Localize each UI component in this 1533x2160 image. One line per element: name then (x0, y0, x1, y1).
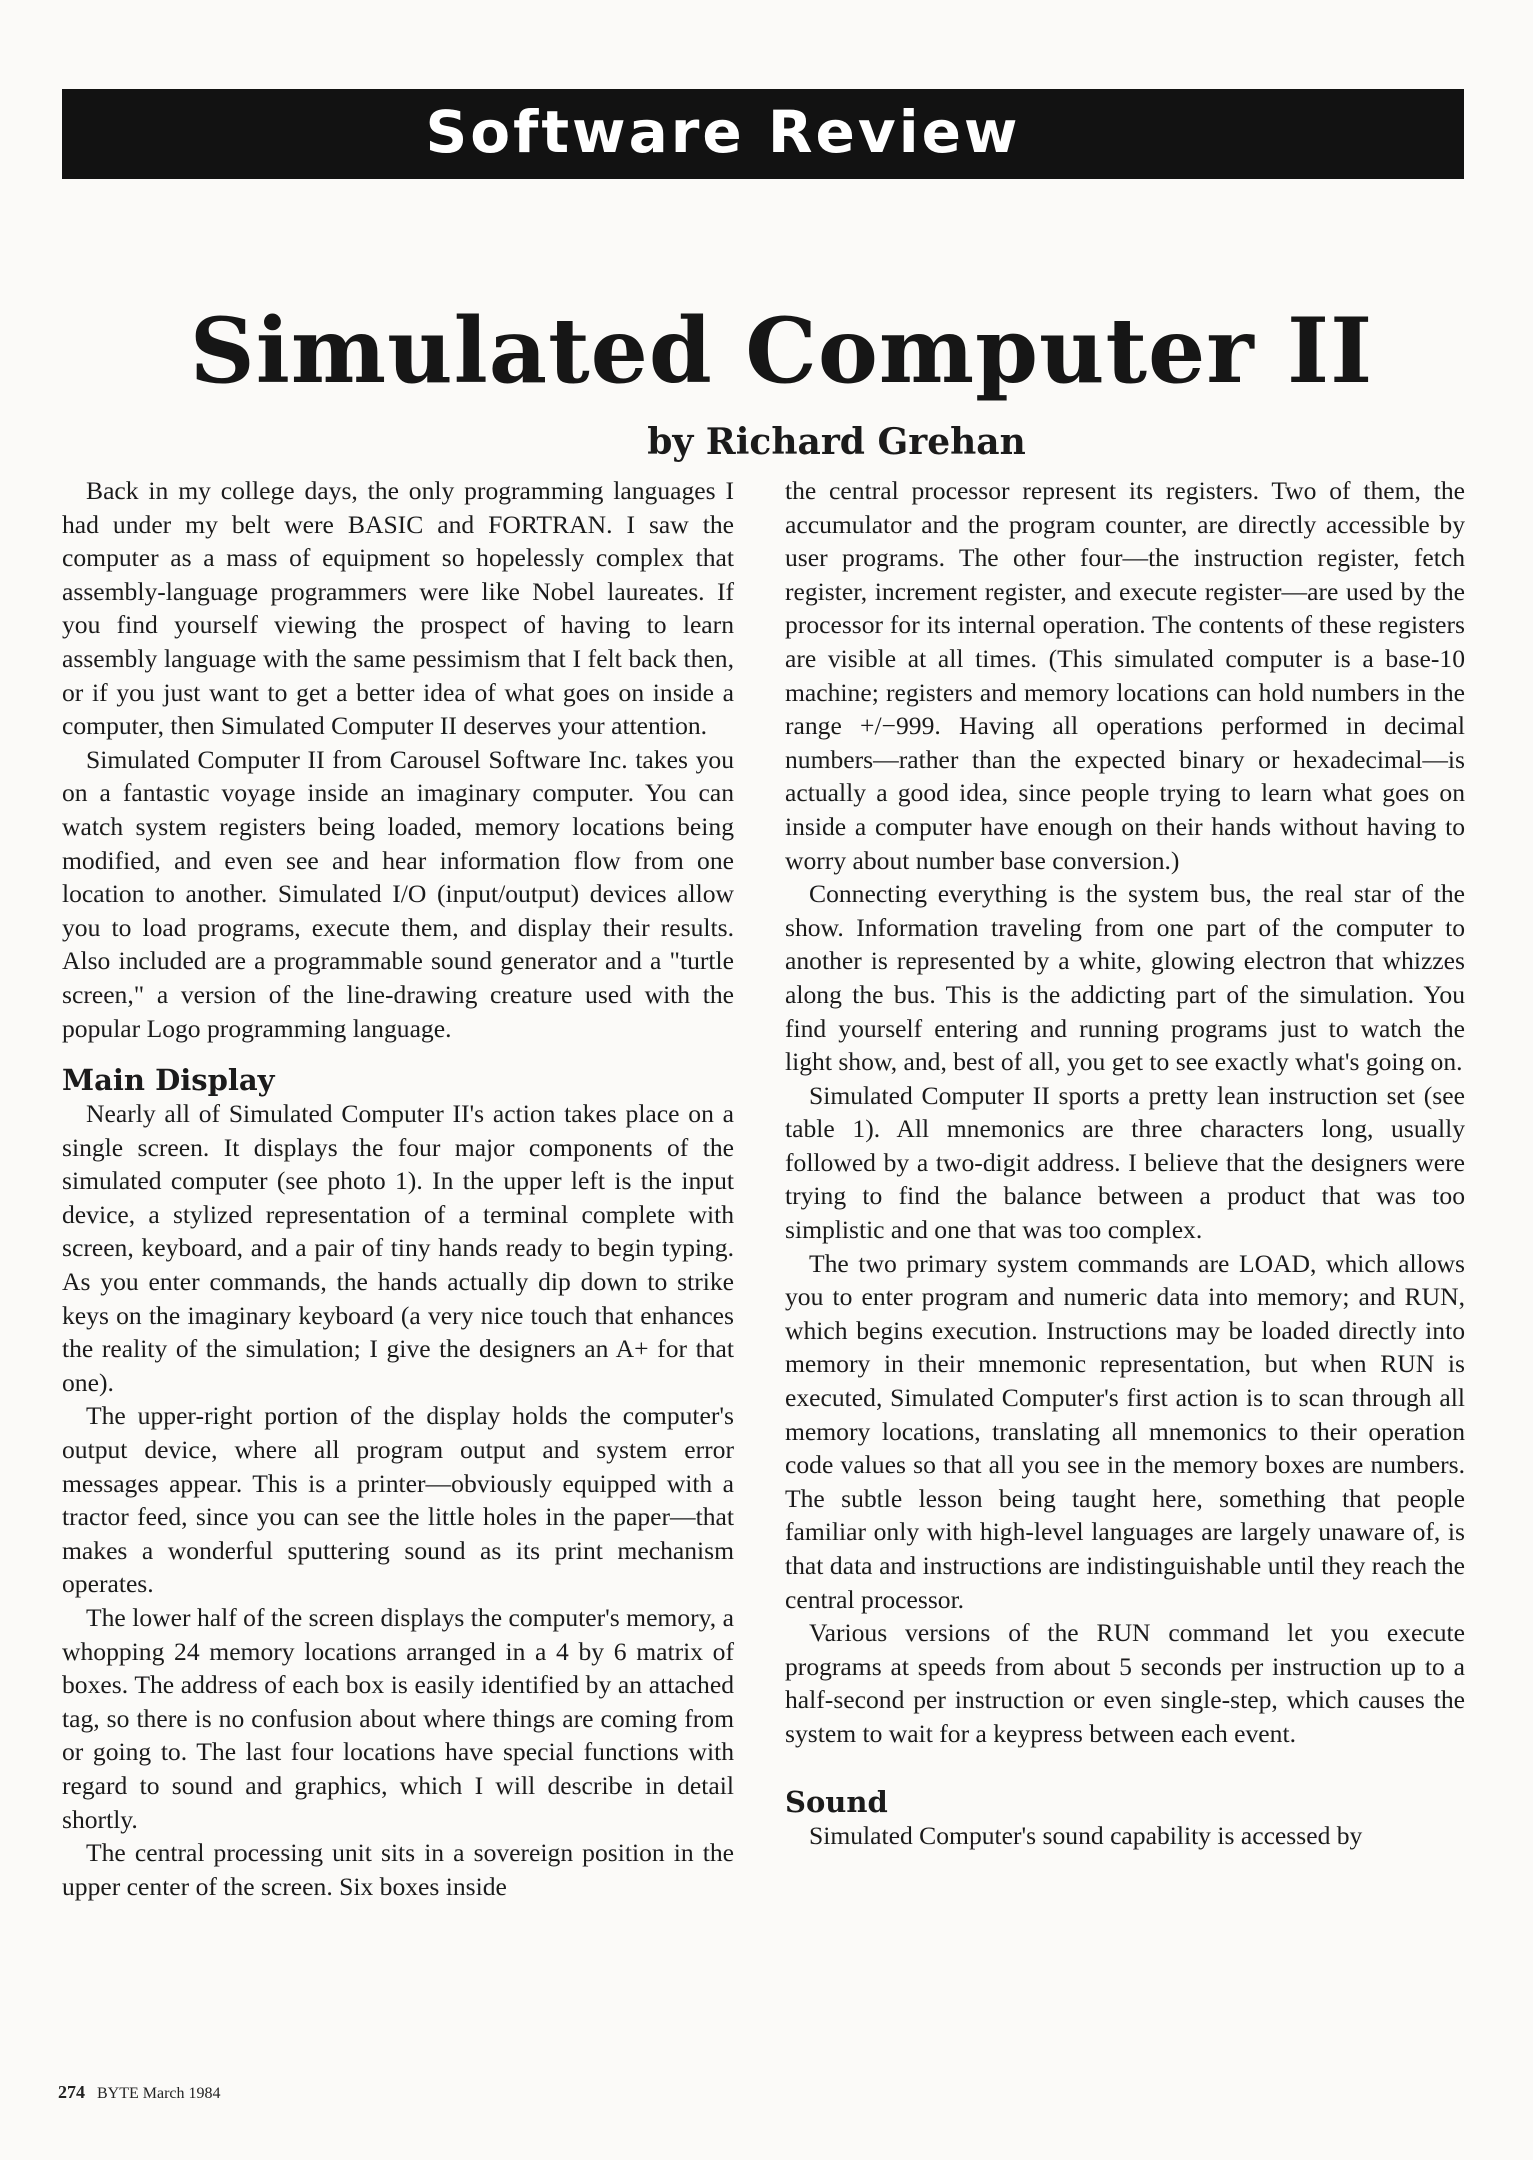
paragraph: Simulated Computer II sports a pretty lean instruction set (see table 1). All mnemonics are three characters long, usually followed by a two-digit address. I believe that the designers were trying to find the balance between a product that was too simplistic and one that was too complex. (785, 1080, 1465, 1245)
section-heading: Main Display (62, 1063, 275, 1098)
paragraph: Nearly all of Simulated Computer II's action takes place on a single screen. It displays the four major components of the simulated computer (see photo 1). In the upper left is the input device, a stylized representation of a terminal complete with screen, keyboard, and a pair of tiny hands ready to begin typing. As you enter commands, the hands actually dip down to strike keys on the imaginary keyboard (a very nice touch that enhances the reality of the simulation; I give the designers an A+ for that one). (62, 1099, 734, 1397)
section-banner-label: Software Review (425, 98, 1021, 166)
left-column (62, 474, 734, 1903)
section-banner (62, 89, 1464, 179)
right-column (785, 474, 1465, 1852)
section-heading: Sound (785, 1784, 888, 1819)
paragraph: The upper-right portion of the display holds the computer's output device, where all program output and system error messages appear. This is a printer—obviously equipped with a tractor feed, since you can see the little holes in the paper—that makes a wonderful sputtering sound as its print mechanism operates. (62, 1401, 734, 1599)
page-footer (58, 2082, 221, 2103)
paragraph: Simulated Computer's sound capability is accessed by (809, 1820, 1363, 1850)
article-title: Simulated Computer II (189, 298, 1374, 404)
paragraph: Various versions of the RUN command let you execute programs at speeds from about 5 seconds per instruction up to a half-second per instruction or even single-step, which causes the system to wait for a keypress between each event. (785, 1618, 1465, 1748)
paragraph: the central processor represent its registers. Two of them, the accumulator and the program counter, are directly accessible by user programs. The other four—the instruction register, fetch register, increment register, and execute register—are used by the processor for its internal operation. The contents of these registers are visible at all times. (This simulated computer is a base-10 machine; registers and memory locations can hold numbers in the range +/−999. Having all operations performed in decimal numbers—rather than the expected binary or hexadecimal—is actually a good idea, since people trying to learn what goes on inside a computer have enough on their hands without having to worry about number base conversion.) (785, 476, 1465, 875)
paragraph: Back in my college days, the only programming languages I had under my belt were BASIC and FORTRAN. I saw the computer as a mass of equipment so hopelessly complex that assembly-language programmers were like Nobel laureates. If you find yourself viewing the prospect of having to learn assembly language with the same pessimism that I felt back then, or if you just want to get a better idea of what goes on inside a computer, then Simulated Computer II deserves your attention. (62, 476, 734, 741)
paragraph: The central processing unit sits in a sovereign position in the upper center of the screen. Six boxes inside (62, 1838, 734, 1901)
publication-info: BYTE March 1984 (97, 2085, 221, 2102)
page-number: 274 (58, 2082, 85, 2102)
paragraph: Simulated Computer II from Carousel Software Inc. takes you on a fantastic voyage inside an imaginary computer. You can watch system registers being loaded, memory locations being modified, and even see and hear information flow from one location to another. Simulated I/O (input/output) devices allow you to load programs, execute them, and display their results. Also included are a programmable sound generator and a "turtle screen," a version of the line-drawing creature used with the popular Logo programming language. (62, 744, 734, 1043)
article-byline: by Richard Grehan (647, 421, 1026, 463)
paragraph: The lower half of the screen displays the computer's memory, a whopping 24 memory locations arranged in a 4 by 6 matrix of boxes. The address of each box is easily identified by an attached tag, so there is no confusion about where things are coming from or going to. The last four locations have special functions with regard to sound and graphics, which I will describe in detail shortly. (62, 1603, 734, 1834)
paragraph: Connecting everything is the system bus, the real star of the show. Information traveling from one part of the computer to another is represented by a white, glowing electron that whizzes along the bus. This is the addicting part of the simulation. You find yourself entering and running programs just to watch the light show, and, best of all, you get to see exactly what's going on. (785, 879, 1465, 1077)
paragraph: The two primary system commands are LOAD, which allows you to enter program and numeric data into memory; and RUN, which begins execution. Instructions may be loaded directly into memory in their mnemonic representation, but when RUN is executed, Simulated Computer's first action is to scan through all memory locations, translating all mnemonics to their operation code values so that all you see in the memory boxes are numbers. The subtle lesson being taught here, something that people familiar only with high-level languages are largely unaware of, is that data and instructions are indistinguishable until they reach the central processor. (785, 1248, 1465, 1614)
